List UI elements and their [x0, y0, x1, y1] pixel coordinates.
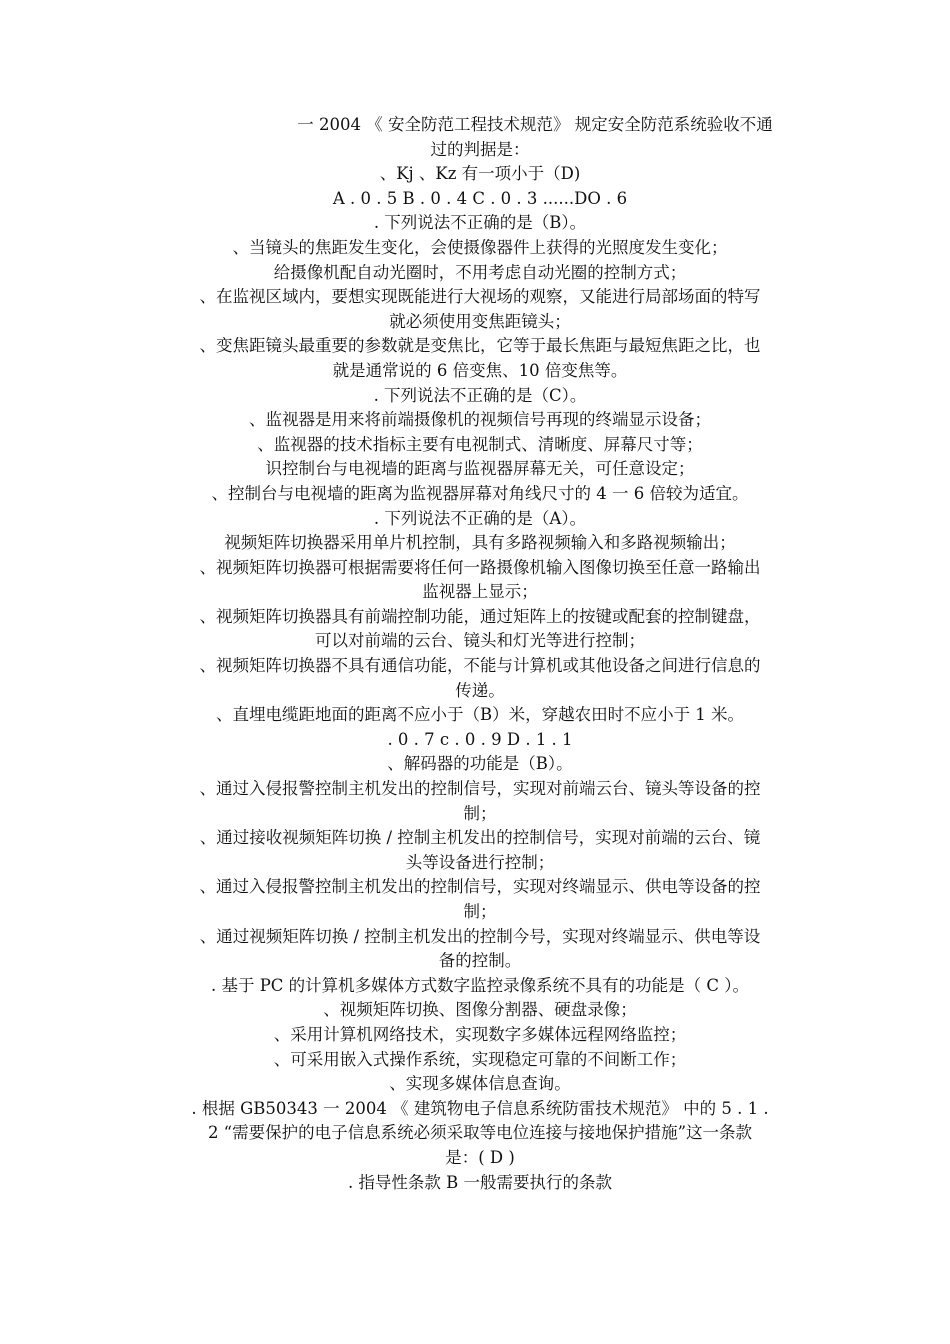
text-line: 给摄像机配自动光圈时，不用考虑自动光圈的控制方式；: [273, 262, 687, 282]
text-line: 、直埋电缆距地面的距离不应小于（B）米，穿越农田时不应小于 1 米。: [215, 705, 745, 725]
text-line: 一 2004 《 安全防范工程技术规范》 规定安全防范系统验收不通: [297, 115, 773, 134]
text-line: 、视频矩阵切换器不具有通信功能，不能与计算机或其他设备之间进行信息的: [199, 656, 761, 676]
text-line: 、通过入侵报警控制主机发出的控制信号，实现对前端云台、镜头等设备的控: [199, 779, 761, 799]
text-line: 、视频矩阵切换、图像分割器、硬盘录像；: [323, 1000, 637, 1020]
text-line: 、监视器的技术指标主要有电视制式、清晰度、屏幕尺寸等；: [257, 434, 703, 454]
text-line: 备的控制。: [438, 951, 522, 971]
text-line: 、在监视区域内，要想实现既能进行大视场的观察，又能进行局部场面的特写: [199, 287, 761, 307]
text-line: 监视器上显示；: [422, 582, 538, 602]
text-line: 视频矩阵切换器采用单片机控制，具有多路视频输入和多路视频输出；: [224, 533, 736, 553]
text-line: 识控制台与电视墙的距离与监视器屏幕无关，可任意设定；: [265, 459, 695, 479]
text-line: . 基于 PC 的计算机多媒体方式数字监控录像系统不具有的功能是（ C ）。: [210, 975, 750, 995]
text-line: A . 0 . 5 B . 0 . 4 C . 0 . 3 ......DO . 6: [332, 188, 628, 208]
text-line: 、视频矩阵切换器可根据需要将任何一路摄像机输入图像切换至任意一路输出: [199, 557, 761, 577]
text-line: 、通过视频矩阵切换 / 控制主机发出的控制今号，实现对终端显示、供电等设: [199, 926, 761, 946]
text-line: 就必须使用变焦距镜头；: [389, 311, 571, 331]
text-line: . 下列说法不正确的是（B）。: [373, 213, 587, 233]
text-line: 传递。: [455, 680, 505, 700]
text-line: 、可采用嵌入式操作系统，实现稳定可靠的不间断工作；: [273, 1049, 687, 1069]
text-line: 过的判据是：: [430, 139, 530, 159]
text-line: 、实现多媒体信息查询。: [389, 1074, 571, 1094]
text-line: 、监视器是用来将前端摄像机的视频信号再现的终端显示设备；: [249, 410, 711, 430]
text-line: 制；: [463, 902, 497, 921]
text-line: 就是通常说的 6 倍变焦、10 倍变焦等。: [332, 360, 628, 380]
text-line: . 指导性条款 B 一般需要执行的条款: [347, 1172, 613, 1192]
text-line: 、通过入侵报警控制主机发出的控制信号，实现对终端显示、供电等设备的控: [199, 877, 761, 897]
text-line: 、当镜头的焦距发生变化，会使摄像器件上获得的光照度发生变化；: [232, 237, 728, 257]
text-line: 、变焦距镜头最重要的参数就是变焦比，它等于最长焦距与最短焦距之比，也: [199, 336, 761, 356]
text-line: 、通过接收视频矩阵切换 / 控制主机发出的控制信号，实现对前端的云台、镜: [199, 828, 761, 848]
text-line: 制；: [463, 803, 497, 823]
text-line: 2 “需要保护的电子信息系统必须采取等电位连接与接地保护措施”这一条款: [207, 1123, 753, 1143]
text-line: 是：( D ): [445, 1147, 515, 1167]
text-line: 头等设备进行控制；: [405, 852, 555, 872]
text-line: . 下列说法不正确的是（C）。: [373, 385, 587, 405]
text-line: 、视频矩阵切换器具有前端控制功能，通过矩阵上的按键或配套的控制键盘，: [199, 606, 761, 626]
document-body: [150, 113, 810, 1195]
text-line: 可以对前端的云台、镜头和灯光等进行控制；: [315, 631, 645, 651]
text-line: 、采用计算机网络技术，实现数字多媒体远程网络监控；: [273, 1024, 687, 1044]
text-line: 、Kj 、Kz 有一项小于（D): [379, 164, 581, 184]
text-line: . 0 . 7 c . 0 . 9 D . 1 . 1: [387, 729, 573, 749]
text-line: . 下列说法不正确的是（A）。: [373, 508, 587, 528]
text-line: . 根据 GB50343 一 2004 《 建筑物电子信息系统防雷技术规范》 中的 5 . 1 .: [191, 1098, 769, 1118]
text-line: 、解码器的功能是（B）。: [387, 754, 573, 774]
text-line: 、控制台与电视墙的距离为监视器屏幕对角线尺寸的 4 一 6 倍较为适宜。: [211, 483, 749, 503]
